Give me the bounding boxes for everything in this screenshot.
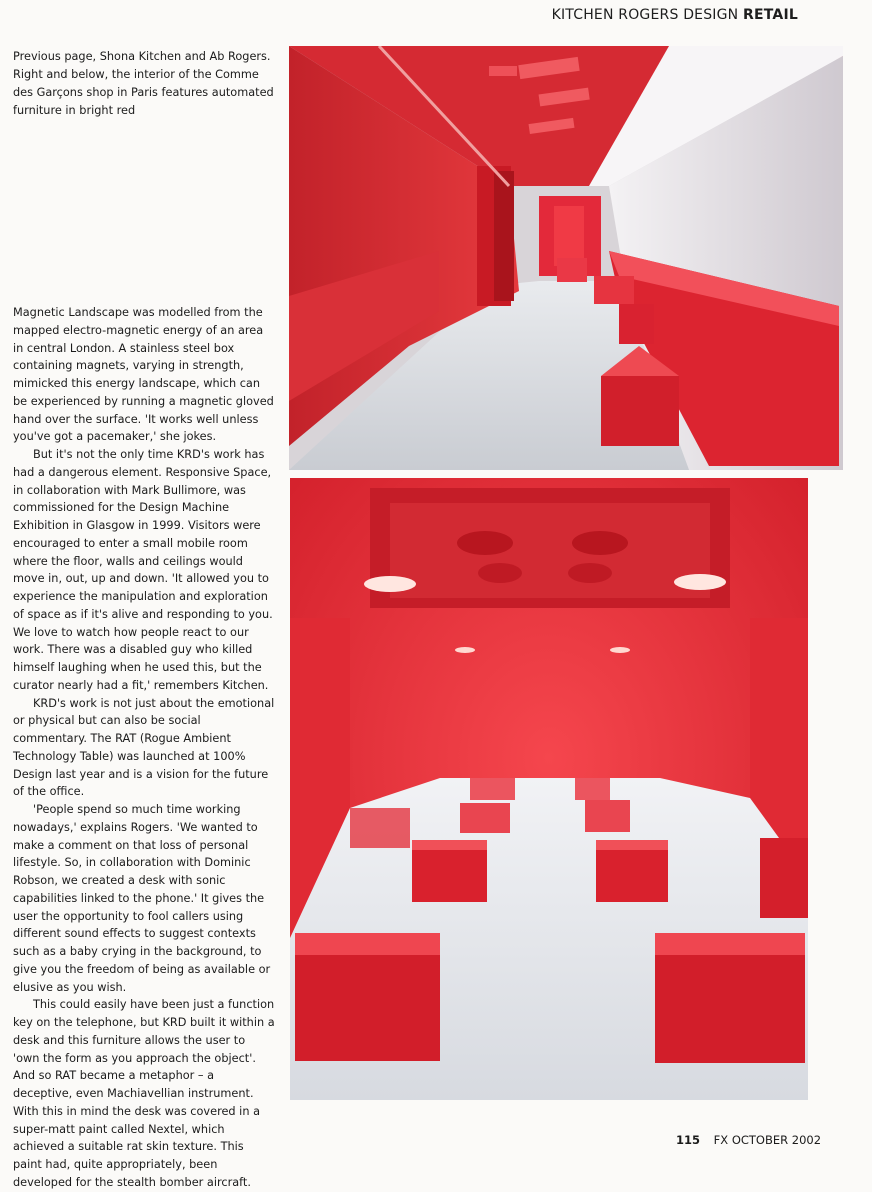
header-section: KITCHEN ROGERS DESIGN bbox=[551, 7, 739, 23]
paragraph: Magnetic Landscape was modelled from the mapped electro-magnetic energy of an area in central London. A stainless steel box containing magnets, varying in strength, mimicked this energy landscape, which can be experienced by running a magnetic gloved hand over the surface. 'It works well unless you've got a pacemaker,' she jokes. bbox=[13, 306, 274, 444]
header-category: RETAIL bbox=[743, 7, 798, 23]
article-body bbox=[13, 304, 275, 1192]
issue-label: FX OCTOBER 2002 bbox=[713, 1133, 822, 1147]
shop-red-room-photo bbox=[290, 478, 808, 1100]
paragraph: KRD's work is not just about the emotional or physical but can also be social commentary. The RAT (Rogue Ambient Technology Table) was launched at 100% Design last year and is a vision for the future of the office. bbox=[13, 696, 275, 799]
paragraph: But it's not the only time KRD's work has had a dangerous element. Responsive Space, in collaboration with Mark Bullimore, was commissioned for the Design Machine Exhibition in Glasgow in 1999. Visitors were encouraged to enter a small mobile room where the floor, walls and ceilings would move in, out, up and down. 'It allowed you to experience the manipulation and exploration of space as if it's alive and responding to you. We love to watch how people react to our work. There was a disabled guy who killed himself laughing when he used this, but the curator nearly had a fit,' remembers Kitchen. bbox=[13, 448, 273, 692]
paragraph: This could easily have been just a function key on the telephone, but KRD built it within a desk and this furniture allows the user to 'own the form as you approach the object'. And so RAT became a metaphor – a deceptive, even Machiavellian instrument. With this in mind the desk was covered in a super-matt paint called Nextel, which achieved a suitable rat skin texture. This paint had, quite appropriately, been developed for the stealth bomber aircraft. bbox=[13, 998, 275, 1189]
page-footer bbox=[676, 1133, 821, 1147]
photo-caption: Previous page, Shona Kitchen and Ab Rogers. Right and below, the interior of the Comme des Garçons shop in Paris features automated furniture in bright red bbox=[13, 50, 274, 117]
shop-corridor-photo bbox=[289, 46, 843, 470]
paragraph: 'People spend so much time working nowadays,' explains Rogers. 'We wanted to make a comment on that loss of personal lifestyle. So, in collaboration with Dominic Robson, we created a desk with sonic capabilities linked to the phone.' It gives the user the opportunity to fool callers using different sound effects to suggest contexts such as a baby crying in the background, to give you the freedom of being as available or elusive as you wish. bbox=[13, 803, 271, 994]
running-header bbox=[552, 7, 798, 23]
page-number: 115 bbox=[676, 1133, 701, 1147]
